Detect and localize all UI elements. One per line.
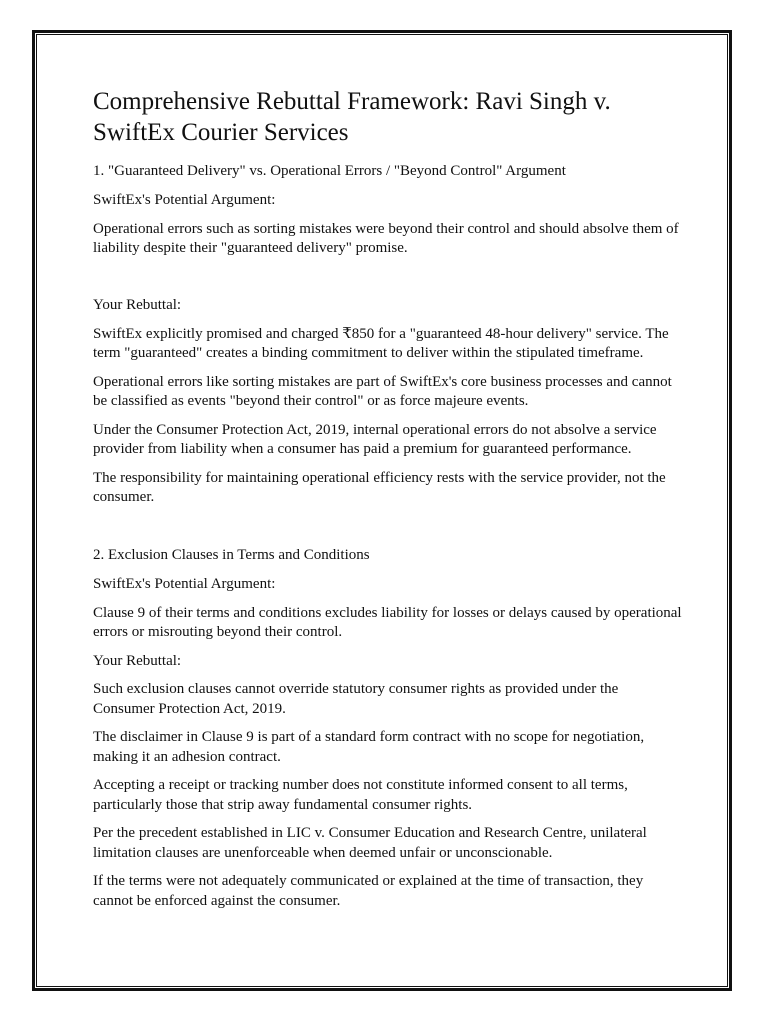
argument-label: SwiftEx's Potential Argument: xyxy=(93,191,276,208)
argument-label: SwiftEx's Potential Argument: xyxy=(93,575,276,592)
section-spacer xyxy=(93,268,683,297)
rebuttal-point: The responsibility for maintaining operational efficiency rests with the service provider, not the consumer. xyxy=(93,470,666,506)
rebuttal-point: If the terms were not adequately communicated or explained at the time of transaction, they cannot be enforced against the consumer. xyxy=(93,873,644,909)
rebuttal-point: The disclaimer in Clause 9 is part of a standard form contract with no scope for negotiation, making it an adhesion contract. xyxy=(93,729,645,765)
rebuttal-label: Your Rebuttal: xyxy=(93,652,182,669)
section-heading: 1. "Guaranteed Delivery" vs. Operational Errors / "Beyond Control" Argument xyxy=(93,163,566,179)
section-spacer xyxy=(93,517,683,546)
document-body xyxy=(93,86,683,920)
argument-text: Operational errors such as sorting mistakes were beyond their control and should absolve them of liability despite their "guaranteed delivery" promise. xyxy=(93,220,679,256)
document-title: Comprehensive Rebuttal Framework: Ravi Singh v. SwiftEx Courier Services xyxy=(93,88,611,146)
rebuttal-point: SwiftEx explicitly promised and charged ₹850 for a "guaranteed 48-hour delivery" service. The term "guaranteed" creates a binding commitment to deliver within the stipulated timeframe. xyxy=(93,326,669,362)
rebuttal-label: Your Rebuttal: xyxy=(93,297,182,314)
rebuttal-point: Operational errors like sorting mistakes are part of SwiftEx's core business processes and cannot be classified as events "beyond their control" or as force majeure events. xyxy=(93,374,672,410)
rebuttal-point: Per the precedent established in LIC v. Consumer Education and Research Centre, unilateral limitation clauses are unenforceable when deemed unfair or unconscionable. xyxy=(93,825,647,861)
rebuttal-point: Under the Consumer Protection Act, 2019, internal operational errors do not absolve a service provider from liability when a consumer has paid a premium for guaranteed performance. xyxy=(93,422,657,458)
argument-text: Clause 9 of their terms and conditions excludes liability for losses or delays caused by operational errors or misrouting beyond their control. xyxy=(93,604,682,640)
section-heading: 2. Exclusion Clauses in Terms and Conditions xyxy=(93,546,370,563)
rebuttal-point: Accepting a receipt or tracking number does not constitute informed consent to all terms, particularly those that strip away fundamental consumer rights. xyxy=(93,777,628,813)
rebuttal-point: Such exclusion clauses cannot override statutory consumer rights as provided under the Consumer Protection Act, 2019. xyxy=(93,681,619,717)
